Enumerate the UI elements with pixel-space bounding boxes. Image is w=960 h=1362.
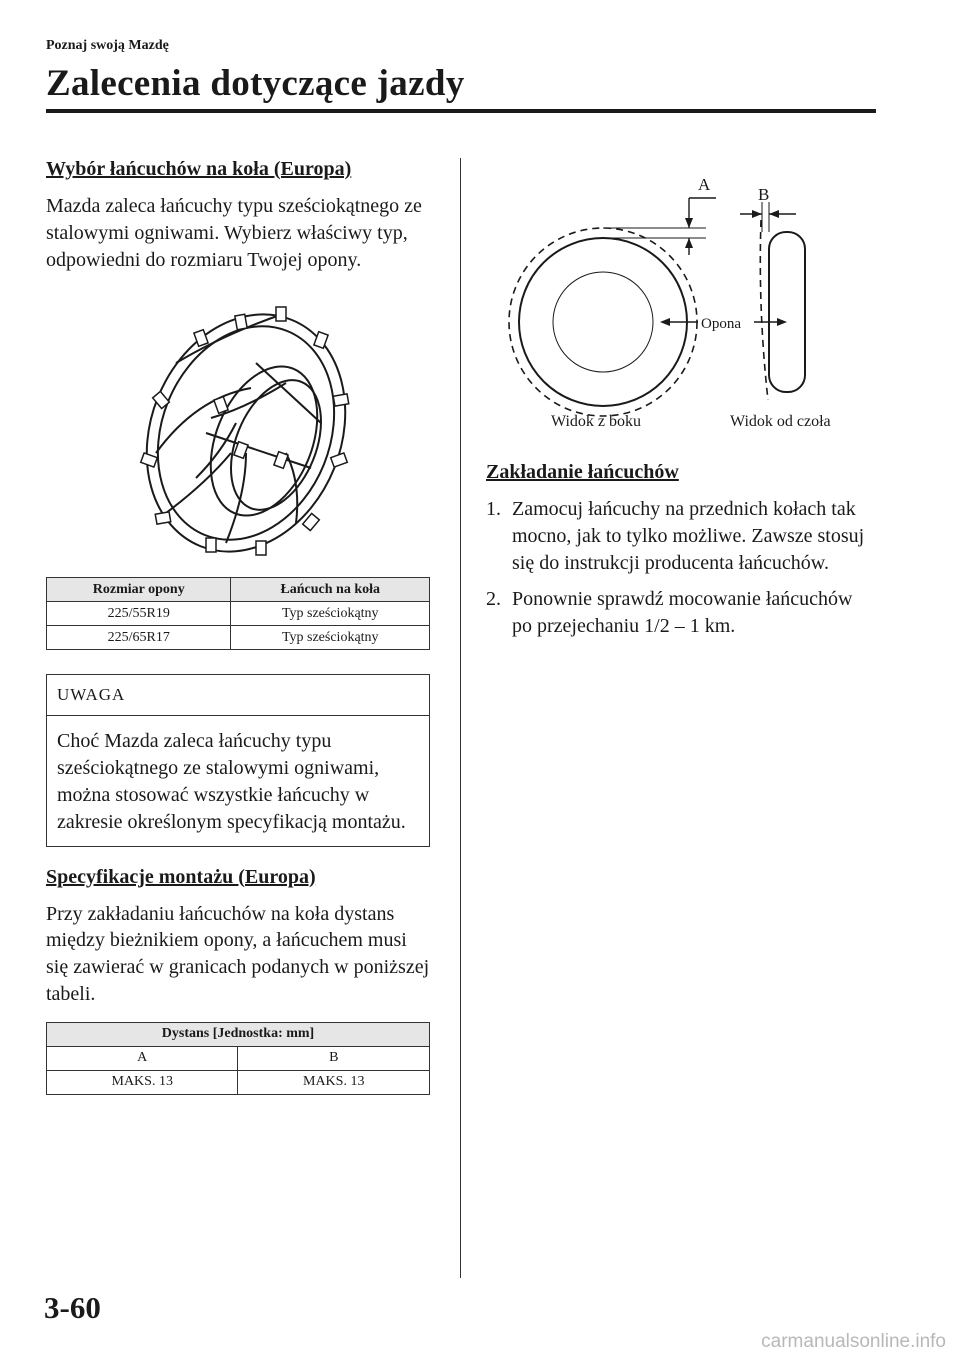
list-item	[486, 496, 876, 576]
rim-circle	[553, 272, 653, 372]
right-column	[486, 160, 876, 650]
table-cell: 225/55R19	[47, 602, 231, 626]
table-cell: B	[238, 1046, 430, 1070]
table-cell: Typ sześciokątny	[231, 626, 430, 650]
table-cell: Typ sześciokątny	[231, 602, 430, 626]
clearance-diagram-svg	[486, 160, 876, 440]
chain-selection-heading: Wybór łańcuchów na koła (Europa)	[46, 158, 352, 180]
watermark: carmanualsonline.info	[761, 1331, 946, 1352]
notice-text: Choć Mazda zaleca łańcuchy typu sześciokątnego ze stalowymi ogniwami, można stosować wszystkie łańcuchy w zakresie określonym specyfikacją montażu.	[57, 730, 406, 833]
label-side-view: Widok z boku	[551, 413, 642, 430]
table-cell: A	[47, 1046, 238, 1070]
step-number: 1.	[486, 498, 501, 520]
label-tire: Opona	[701, 316, 741, 332]
table-header-cell: Łańcuch na koła	[231, 578, 430, 602]
label-front-view: Widok od czoła	[730, 413, 831, 430]
table-cell: MAKS. 13	[47, 1070, 238, 1094]
step-number: 2.	[486, 588, 501, 611]
step-text: Zamocuj łańcuchy na przednich kołach tak mocno, jak to tylko możliwe. Zawsze stosuj się do instrukcji producenta łańcuchów.	[512, 498, 865, 574]
page-title: Zalecenia dotyczące jazdy	[46, 63, 465, 104]
column-divider	[460, 158, 461, 1278]
notice-label: UWAGA	[47, 675, 429, 716]
distance-table	[46, 1022, 430, 1095]
notice-box	[46, 674, 430, 846]
installation-steps	[486, 496, 876, 640]
chain-clearance-diagram	[486, 160, 876, 440]
table-cell: 225/65R17	[47, 626, 231, 650]
tire-chain-icon	[136, 303, 356, 563]
chain-selection-text: Mazda zaleca łańcuchy typu sześciokątnego ze stalowymi ogniwami. Wybierz właściwy typ, odpowiedni do rozmiaru Twojej opony.	[46, 195, 422, 271]
table-header-cell: Dystans [Jednostka: mm]	[47, 1022, 430, 1046]
table-header-row	[47, 578, 430, 602]
left-column	[46, 157, 431, 1095]
table-row	[47, 1046, 430, 1070]
table-cell: MAKS. 13	[238, 1070, 430, 1094]
section-kicker: Poznaj swoją Mazdę	[46, 38, 169, 53]
label-b: B	[758, 185, 770, 204]
table-header-row	[47, 1022, 430, 1046]
table-row	[47, 602, 430, 626]
tire-front-shape	[769, 232, 805, 392]
list-item	[486, 586, 876, 640]
title-rule	[46, 109, 876, 113]
mounting-spec-heading: Specyfikacje montażu (Europa)	[46, 865, 316, 888]
mounting-spec-text: Przy zakładaniu łańcuchów na koła dystans między bieżnikiem opony, a łańcuchem musi się zawierać w granicach podanych w poniższej tabeli.	[46, 902, 430, 1005]
table-header-cell: Rozmiar opony	[47, 578, 231, 602]
tire-chain-illustration	[136, 303, 356, 563]
installation-heading: Zakładanie łańcuchów	[486, 461, 679, 483]
step-text: Ponownie sprawdź mocowanie łańcuchów po przejechaniu 1/2 – 1 km.	[512, 588, 853, 638]
table-row	[47, 1070, 430, 1094]
label-a: A	[698, 175, 711, 194]
chain-size-table	[46, 577, 430, 650]
table-row	[47, 626, 430, 650]
page-number: 3-60	[44, 1290, 101, 1325]
